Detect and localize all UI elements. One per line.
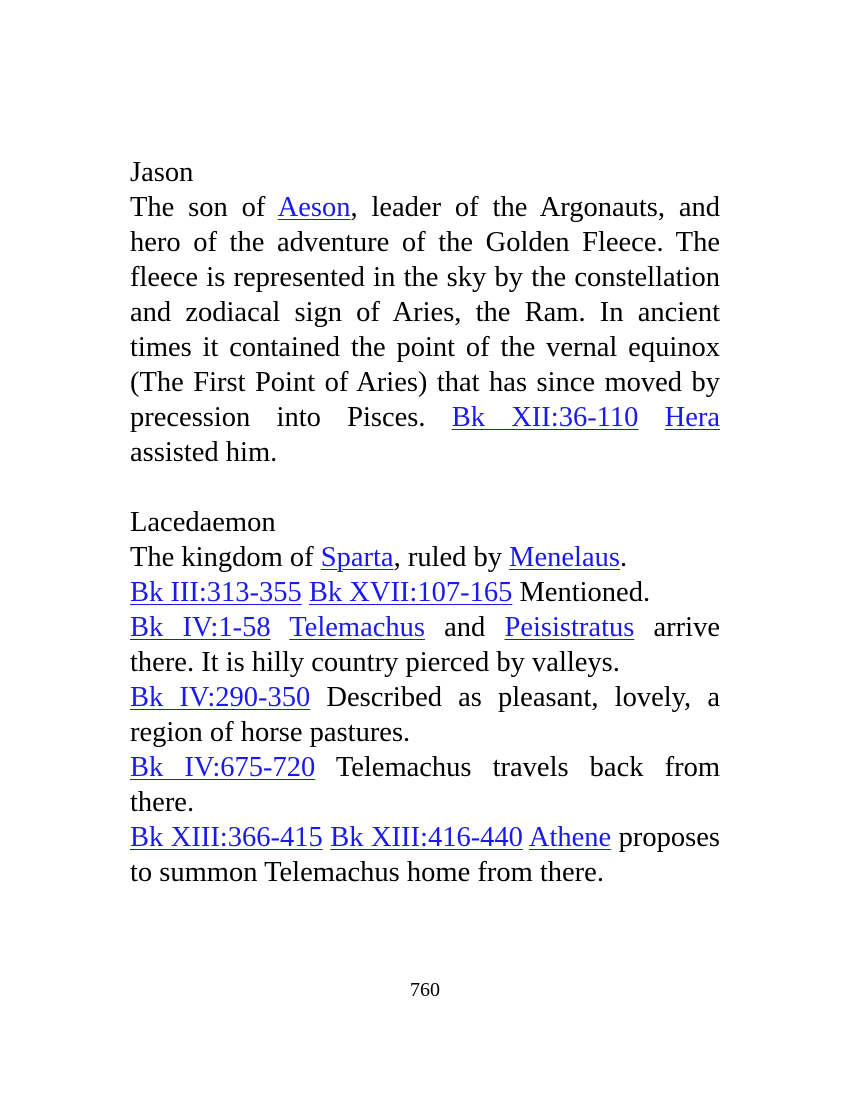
link-hera[interactable]: Hera: [664, 402, 720, 433]
page-number: 760: [410, 979, 440, 1001]
text-run: The kingdom of: [130, 542, 321, 573]
link-bk-xiii-416-440[interactable]: Bk XIII:416-440: [330, 822, 523, 853]
link-bk-xiii-366-415[interactable]: Bk XIII:366-415: [130, 822, 323, 853]
text-run: .: [619, 542, 628, 573]
entry-text-jason: [130, 190, 720, 470]
link-menelaus[interactable]: Menelaus: [509, 542, 620, 573]
entry-paragraph-summon: [130, 820, 720, 890]
text-run: Described as pleasant, lovely, a region of horse pastures.: [130, 682, 720, 748]
text-run: Telemachus travels back from there.: [130, 752, 720, 818]
entry-paragraph-arrive: [130, 610, 720, 680]
link-bk-iii-313-355[interactable]: Bk III:313-355: [130, 577, 302, 608]
link-peisistratus[interactable]: Peisistratus: [504, 612, 635, 643]
text-run: assisted him.: [130, 437, 278, 468]
entry-paragraph-mentioned: [130, 575, 720, 610]
entry-paragraph-travels: [130, 750, 720, 820]
text-run: arrive there. It is hilly country pierced by valleys.: [130, 612, 720, 678]
text-run: proposes to summon Telemachus home from there.: [130, 822, 720, 888]
link-aeson[interactable]: Aeson: [277, 192, 351, 223]
entry-paragraph-described: [130, 680, 720, 750]
link-telemachus[interactable]: Telemachus: [289, 612, 425, 643]
link-athene[interactable]: Athene: [528, 822, 612, 853]
entry-paragraph-kingdom: [130, 540, 720, 575]
link-bk-xvii-107-165[interactable]: Bk XVII:107-165: [308, 577, 513, 608]
text-run: , ruled by: [393, 542, 510, 573]
entry-separator: [130, 470, 720, 505]
text-run: The son of: [130, 192, 278, 223]
entry-heading-jason: Jason: [130, 157, 194, 188]
link-bk-iv-1-58[interactable]: Bk IV:1-58: [130, 612, 271, 643]
text-run: Mentioned.: [512, 577, 651, 608]
link-bk-xii-36-110[interactable]: Bk XII:36-110: [451, 402, 639, 433]
glossary-page-content: [130, 155, 720, 890]
text-run: and: [424, 612, 505, 643]
link-bk-iv-290-350[interactable]: Bk IV:290-350: [130, 682, 311, 713]
link-bk-iv-675-720[interactable]: Bk IV:675-720: [130, 752, 316, 783]
link-sparta[interactable]: Sparta: [320, 542, 394, 573]
entry-heading-lacedaemon: Lacedaemon: [130, 507, 276, 538]
text-run: , leader of the Argonauts, and hero of the adventure of the Golden Fleece. The fleece is represented in the sky by the constellation and zodiacal sign of Aries, the Ram. In ancient times it contained the point of the vernal equinox (The First Point of Aries) that has since moved by precession into Pisces.: [130, 192, 720, 433]
